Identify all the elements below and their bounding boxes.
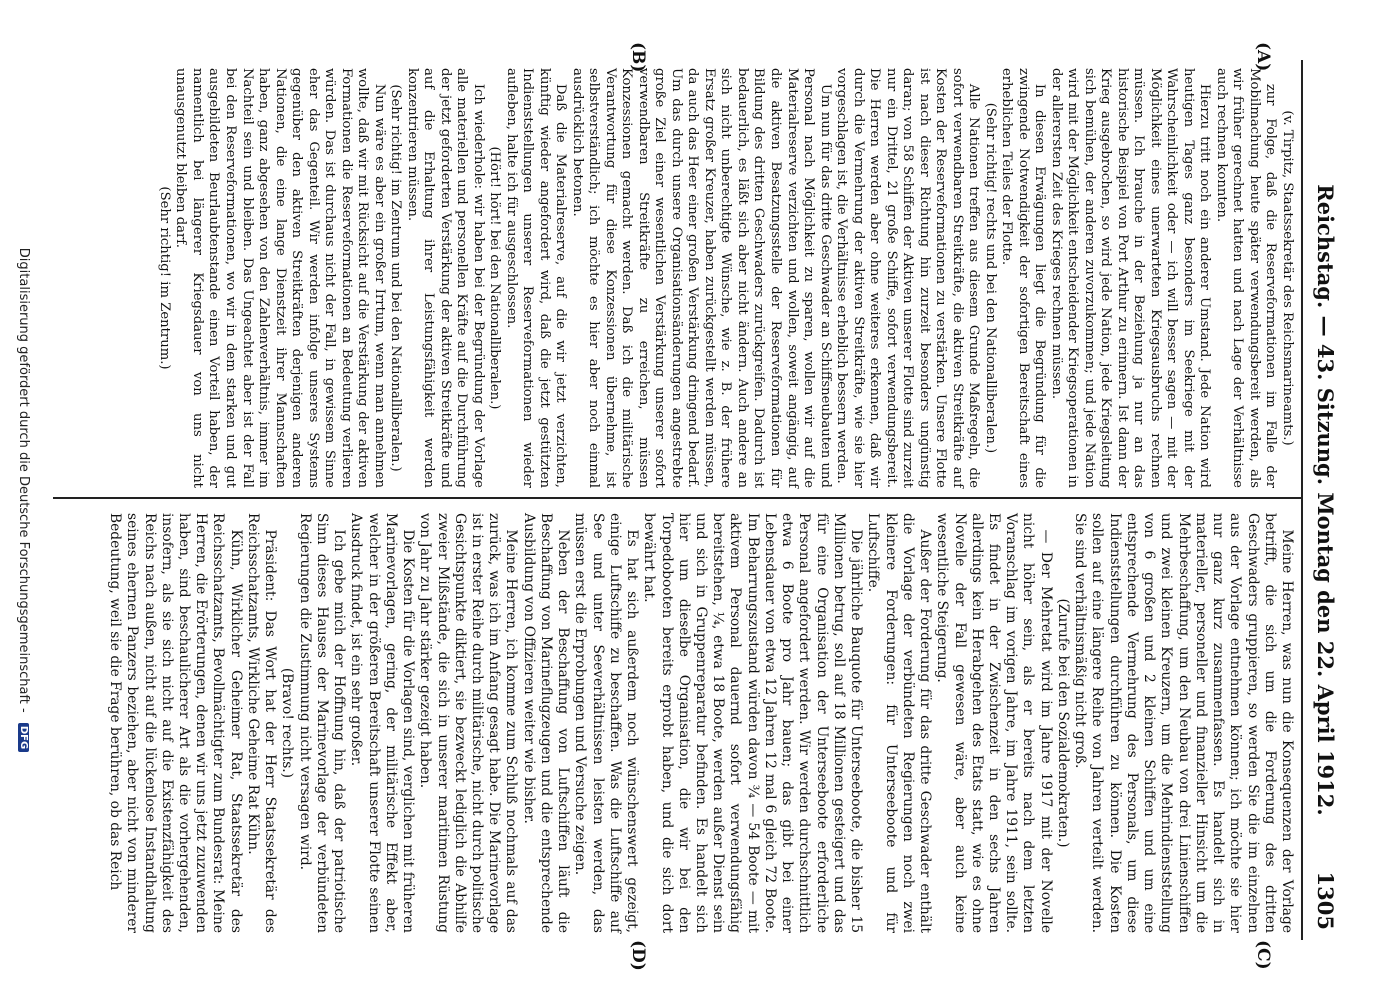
paragraph: Es hat sich außerdem noch wünschenswert gezeigt, einige Luftschiffe zu beschaffen. Was die Luftschiffe auf See und unter Seeverhältnissen leisten werden, das müssen erst die Erprobungen und Versuche zeigen. <box>572 513 641 933</box>
left-column <box>155 68 1295 488</box>
header-rule <box>1301 60 1303 940</box>
footer-text: Digitalisierung gefördert durch die Deutsche Forschungsgemeinschaft - <box>16 247 31 713</box>
paragraph: In diesen Erwägungen liegt die Begründung für die zwingende Notwendigkeit der sofortigen Bereitschaft eines erheblichen Teiles der Flotte. <box>999 68 1048 488</box>
paragraph: Meine Herren, was nun die Konsequenzen der Vorlage betrifft, die sich um die Forderung des dritten Geschwaders gruppieren, so werden Sie die im einzelnen aus der Vorlage entnehmen können; ich möchte sie hier nur ganz kurz zusammenfassen. Es handelt sich in materieller, personeller und finanzieller Hinsicht um die Mehrbeschaffung, um den Neubau von drei Linienschiffen und zwei kleinen Kreuzern, um die Mehrindienststellung von 6 großen und 2 kleinen Schiffen und um eine entsprechende Vermehrung des Personals, um diese Indienststellungen durchführen zu können. Die Kosten sollen auf eine längere Reihe von Jahren verteilt werden. Sie sind verhältnismäßig nicht groß. <box>1072 513 1295 933</box>
digitization-footer <box>16 0 31 1000</box>
speaker-line: (v. Tirpitz, Staatssekretär des Reichsmarineamts.) <box>1280 110 1295 446</box>
paragraph: Ich gebe mich der Hoffnung hin, daß der patriotische Sinn dieses Hauses der Marinevorlage der verbündeten Regierungen die Zustimmung nicht versagen wird. <box>296 513 348 933</box>
paragraph: — Der Mehretat wird im Jahre 1917 mit der Novelle nicht höher sein, als er bereits nach dem letzten Voranschlag im vorigen Jahre, im Jahre 1911, sein sollte. Es findet in der Zwischenzeit in den sechs Jahren allerdings kein Herabgehen des Etats statt, wie es ohne Novelle der Fall gewesen wäre, aber auch keine wesentliche Steigerung. <box>934 513 1054 933</box>
paragraph: Die Kosten für die Vorlagen sind, verglichen mit früheren Marinevorlagen, gering, der militärische Effekt aber, welcher in der größeren Bereitschaft unserer Flotte seinen Ausdruck findet, ist ein sehr großer. <box>348 513 417 933</box>
paragraph: Um nun für das dritte Geschwader an Schiffsneubauten und Personal nach Möglichkeit zu sparen, wollen wir auf die Materialreserve verzichten und wollen, soweit angängig, auf die aktiven Besatzungsstelle der Reserveformationen für Bildung des dritten Geschwaders zurückgreifen. Dadurch ist bedauerlich, es läßt sich aber nicht ändern. Auch andere an sich nicht unberechtigte Wünsche, wie z. B. der frühere Ersatz großer Kreuzer, haben zurückgestellt werden müssen, da auch das Heer einer großen Verstärkung dringend bedarf. Um das durch unsere Organisationsänderungen angestrebte große Ziel einer wesentlichen Verstärkung unserer sofort verwendbaren Streitkräfte zu erreichen, müssen Konzessionen gemacht werden. Daß ich die militärische Verantwortung für diese Konzessionen übernehme, ist selbstverständlich; ich möchte es hier aber noch einmal ausdrücklich betonen. <box>569 68 833 488</box>
interjection: (Hört! hört! bei den Nationalliberalen.) <box>487 146 503 410</box>
paragraph: Kühn, Wirklicher Geheimer Rat, Staatssekretär des Reichsschatzamts, Bevollmächtigter zum Bundesrat: Meine Herren, die Erörterungen, denen wir uns jetzt zuzuwenden haben, sind beschaulicherer Art als die vorhergehenden, insofern, als sie sich nicht auf die Existenzfähigkeit des Reichs nach außen, nicht auf die lückenlose Instandhaltung seines ehernen Panzers beziehen, aber nicht von minderer Bedeutung, weil sie die Frage berühren, ob das Reich <box>107 513 244 933</box>
paragraph: Neben der Beschaffung von Luftschiffen läuft die Beschaffung von Marineflugzeugen und die entsprechende Ausbildung von Offizieren weiter wie bisher. <box>520 513 572 933</box>
column-divider <box>53 497 1303 499</box>
interjection: (Bravo! rechts.) <box>279 667 296 779</box>
page-number: 1305 <box>1313 871 1338 930</box>
margin-mark-d: (D) <box>628 940 648 971</box>
margin-mark-a: (A) <box>1253 42 1273 72</box>
paragraph: Ich wiederhole: wir haben bei der Begründung der Vorlage alle materiellen und personellen Kräfte auf die Durchführung der jetzt geforderten Verstärkung der aktiven Streitkräfte und auf die Erhaltung ihrer Leistungsfähigkeit werden konzentrieren müssen. <box>404 68 486 488</box>
paragraph: Nun wäre es aber ein großer Irrtum, wenn man annehmen wollte, daß wir mit Rücksicht auf die Verstärkung der aktiven Formationen die Reserveformationen an Bedeutung verlieren würden. Das ist durchaus nicht der Fall, in gewissem Sinne eher das Gegenteil. Wir werden infolge unseres Systems gegenüber den aktiven Streitkräften derjenigen anderen Nationen, die eine lange Dienstzeit ihrer Mannschaften haben, ganz abgesehen von den Zahlenverhältnis, immer im Nachteil sein und bleiben. Das Ungeachtet aber ist der Fall bei den Reserveformationen, wo wir in dem starken und gut ausgebildeten Beurlaubtenstande einen Vorteil haben, der namentlich bei längerer Kriegsdauer von uns nicht unausgenutzt bleiben darf. <box>173 68 387 488</box>
margin-mark-c: (C) <box>1253 940 1273 970</box>
paragraph: zur Folge, daß die Reserveformationen im Falle der Mobilmachung heute später verwendungsbereit werden, als wir früher gerechnet hatten und nach Lage der Verhältnisse auch rechnen konnten. <box>1213 68 1279 488</box>
paragraph: Alle Nationen treffen aus diesem Grunde Maßregeln, die sofort verwendbaren Streitkräfte, die aktiven Streitkräfte auf Kosten der Reserveformationen zu verstärken. Unsere Flotte ist nach dieser Richtung hin zurzeit besonders ungünstig daran; von 58 Schiffen der Aktiven unserer Flotte sind zurzeit nur ein Drittel, 21 große Schiffe, sofort verwendungsbereit. Die Herren werden aber ohne weiteres erkennen, daß wir durch die Vermehrung der aktiven Streitkräfte, wie sie hier vorgeschlagen ist, die Verhältnisse erheblich bessern werden. <box>834 68 982 488</box>
paragraph: Präsident: Das Wort hat der Herr Staatssekretär des Reichsschatzamts, Wirkliche Geheime Rat Kühn. <box>244 513 279 933</box>
margin-mark-b: (B) <box>628 42 648 73</box>
interjection: (Sehr richtig! im Zentrum.) <box>156 186 172 370</box>
paragraph: Außer der Forderung für das dritte Geschwader enthält die Vorlage der verbündeten Regierungen noch zwei kleinere Forderungen: für Unterseeboote und für Luftschiffe. <box>865 513 934 933</box>
paragraph: Daß die Materialreserve, auf die wir jetzt verzichten, künftig wieder angefordert wird, daß die jetzt gestützten Indienststellungen unserer Reserveformationen wieder aufleben, halte ich für ausgeschlossen. <box>503 68 569 488</box>
running-header <box>1308 60 1338 940</box>
paragraph: Die jährliche Bauquote für Unterseeboote, die bisher 15 Millionen betrug, soll auf 18 Millionen gesteigert und das für eine Organisation der Unterseeboote erforderliche Personal angefordert werden. Wir werden durchschnittlich etwa 6 Boote pro Jahr bauen; das gibt bei einer Lebensdauer von etwa 12 Jahren 12 mal 6 gleich 72 Boote. Im Beharrungszustand würden davon ¾ — 54 Boote — mit aktivem Personal dauernd sofort verwendungsfähig bereitstehen, ¼, etwa 18 Boote, werden außer Dienst sein und sich in Gruppenreparatur befinden. Es handelt sich hier um dieselbe Organisation, die wir bei den Torpedobooten bereits erprobt haben, und die sich dort bewährt hat. <box>641 513 865 933</box>
interjection: (Sehr richtig! rechts und bei den Nationalliberalen.) <box>982 102 998 454</box>
interjection: (Sehr richtig! im Zentrum und bei den Nationalliberalen.) <box>388 84 404 472</box>
paragraph: Hierzu tritt noch ein anderer Umstand. Jede Nation wird heutigen Tages ganz besonders im Seekriege mit der Wahrscheinlichkeit oder — ich will besser sagen — mit der Möglichkeit eines unerwarteten Kriegsausbruchs rechnen müssen. Ich brauche in der Beziehung ja nur an das historische Beispiel von Port Arthur zu erinnern. Ist dann der Krieg ausgebrochen, so wird jede Nation, jede Kriegsleitung sich bemühen, der anderen zuvorzukommen; und jede Nation wird mit der Möglichkeit entscheidender Kriegsoperationen in der allerersten Zeit des Krieges rechnen müssen. <box>1048 68 1213 488</box>
interjection: (Zurufe bei den Sozialdemokraten.) <box>1054 598 1071 848</box>
paragraph: Meine Herren, ich komme zum Schluß nochmals auf das zurück, was ich im Anfang gesagt habe. Die Marinevorlage ist in erster Reihe durch militärische, nicht durch politische Gesichtspunkte diktiert, sie bezweckt lediglich die Abhilfe zweier Mißstände, die sich in unserer maritimen Rüstung von Jahr zu Jahr stärker gezeigt haben. <box>417 513 520 934</box>
right-column <box>106 513 1295 933</box>
dfg-logo: DFG <box>18 723 29 752</box>
header-title: Reichstag. — 43. Sitzung. Montag den 22. April 1912. <box>1313 184 1338 816</box>
